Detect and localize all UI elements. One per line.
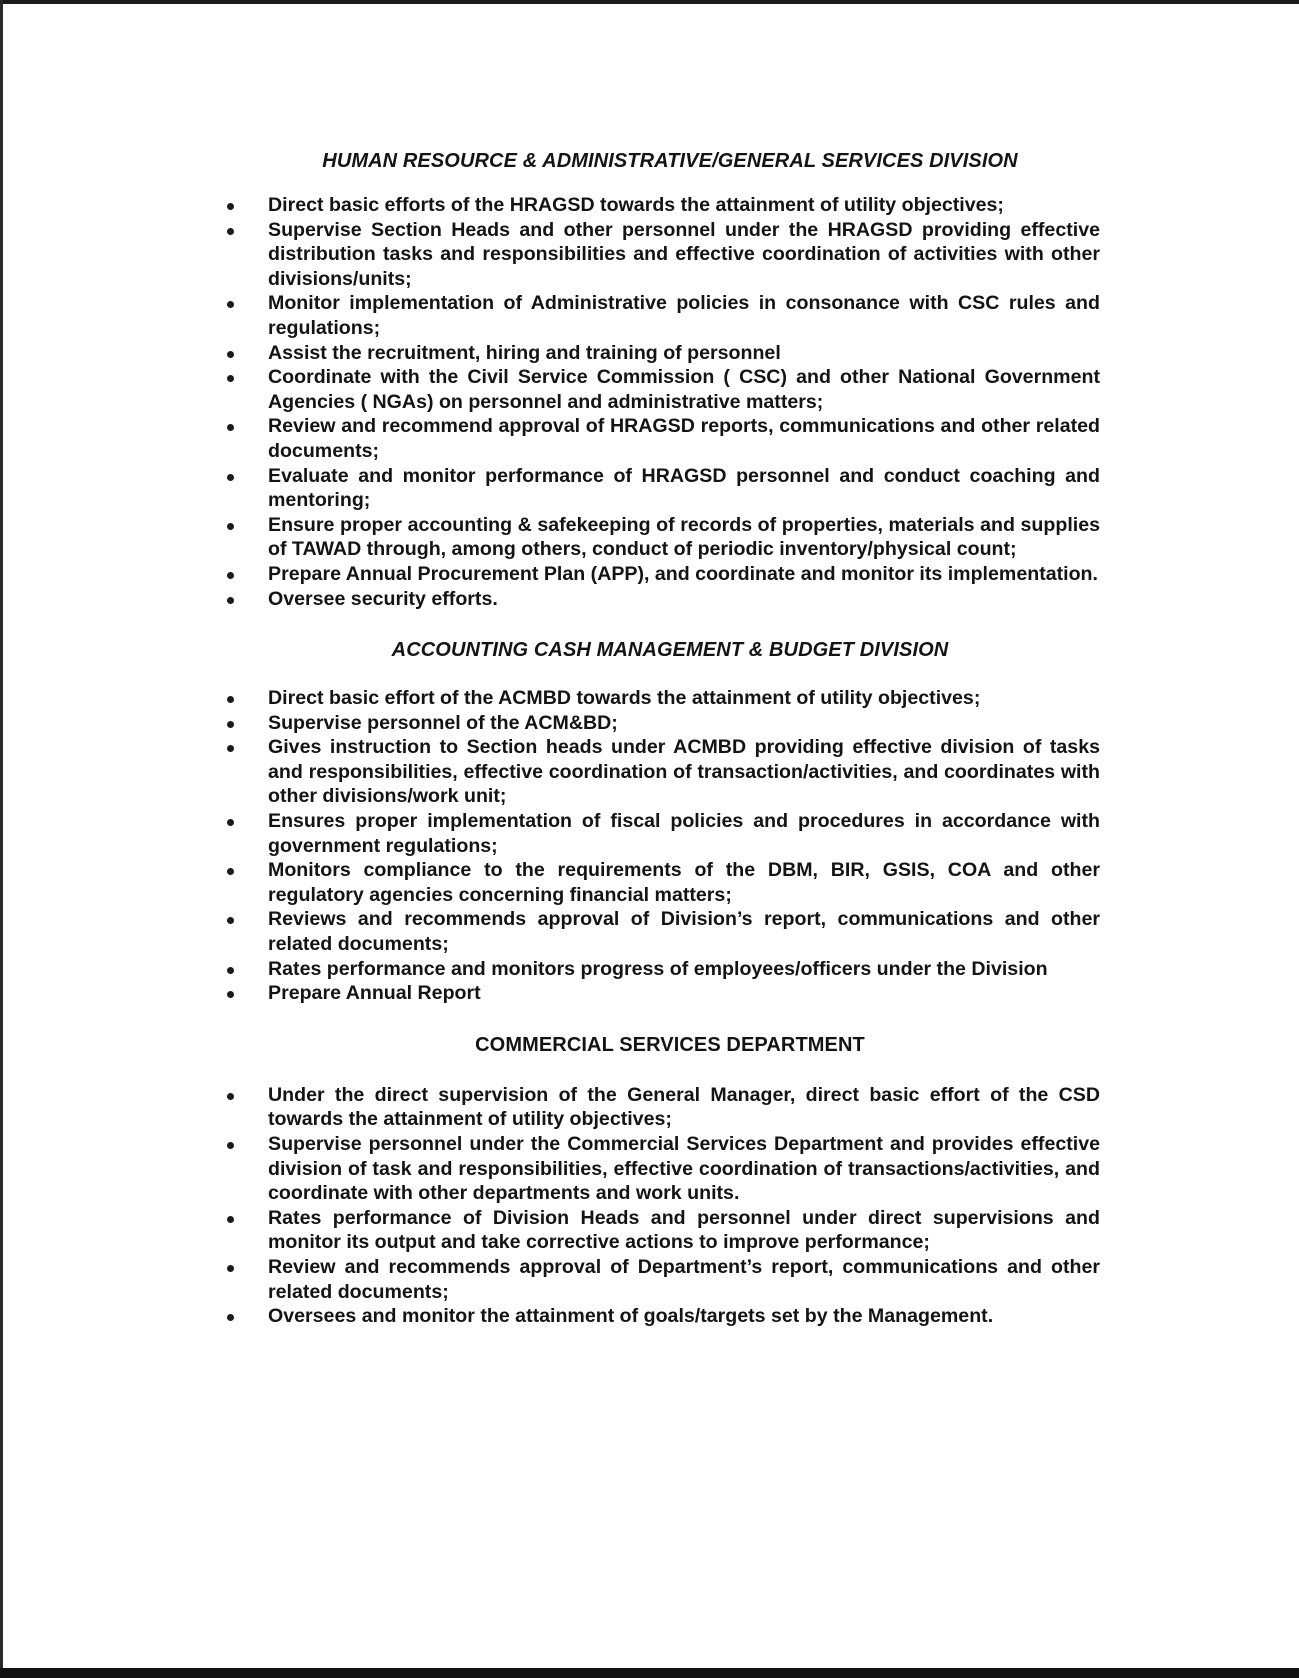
list-item-text: Supervise Section Heads and other personnel under the HRAGSD providing effective distribution tasks and responsibilities and effective coordination of activities with other divisions/units; [268,218,1100,290]
list-item [220,1083,1100,1132]
list-item-text: Monitor implementation of Administrative policies in consonance with CSC rules and regulations; [268,292,1100,339]
list-item-text: Assist the recruitment, hiring and training of personnel [268,341,781,364]
bullet-list [220,1083,1100,1329]
list-item-text: Gives instruction to Section heads under ACMBD providing effective division of tasks and responsibilities, effective coordination of transaction/activities, and coordinates with other divisions/work unit; [268,736,1100,808]
list-item-text: Supervise personnel of the ACM&BD; [268,711,618,734]
list-item [220,193,1100,218]
list-item-text: Direct basic efforts of the HRAGSD towards the attainment of utility objectives; [268,194,1004,216]
scan-edge-bottom [0,1668,1299,1678]
list-item-text: Rates performance of Division Heads and personnel under direct supervisions and monitor its output and take corrective actions to improve performance; [268,1206,1100,1254]
section-heading: HUMAN RESOURCE & ADMINISTRATIVE/GENERAL SERVICES DIVISION [322,150,1018,172]
list-item [220,218,1100,292]
list-item [220,291,1100,340]
document-page [220,150,1100,1329]
list-item [220,341,1100,366]
list-item-text: Prepare Annual Report [268,982,481,1005]
list-item [220,464,1100,513]
list-item-text: Evaluate and monitor performance of HRAGSD personnel and conduct coaching and mentoring; [268,464,1100,512]
list-item [220,907,1100,956]
bullet-icon [227,203,234,210]
bullet-icon [227,1314,234,1321]
list-item-text: Supervise personnel under the Commercial Services Department and provides effective division of task and responsibilities, effective coordination of transactions/activities, and coordinate with other departments and work units. [268,1133,1100,1205]
bullet-icon [227,1265,234,1272]
list-item-text: Monitors compliance to the requirements of the DBM, BIR, GSIS, COA and other regulatory agencies concerning financial matters; [268,859,1100,906]
bullet-icon [227,228,234,235]
bullet-icon [227,917,234,924]
bullet-icon [227,597,234,604]
bullet-icon [227,572,234,579]
list-item [220,365,1100,414]
section-heading: COMMERCIAL SERVICES DEPARTMENT [475,1033,865,1056]
list-item [220,957,1100,982]
bullet-icon [227,1142,234,1149]
bullet-icon [227,424,234,431]
list-item [220,981,1100,1006]
list-item [220,513,1100,562]
section-heading: ACCOUNTING CASH MANAGEMENT & BUDGET DIVISION [391,639,949,662]
bullet-icon [227,721,234,728]
section-acmbd [220,639,1100,1006]
bullet-icon [227,351,234,358]
bullet-icon [227,1093,234,1100]
section-csd [220,1034,1100,1329]
list-item [220,1132,1100,1206]
list-item [220,587,1100,612]
bullet-icon [227,745,234,752]
list-item [220,1206,1100,1255]
list-item [220,686,1100,711]
bullet-icon [227,696,234,703]
bullet-list [220,193,1100,611]
bullet-icon [227,474,234,481]
list-item [220,809,1100,858]
list-item-text: Oversee security efforts. [268,587,498,610]
list-item-text: Ensures proper implementation of fiscal policies and procedures in accordance with government regulations; [268,810,1100,857]
list-item [220,735,1100,809]
bullet-icon [227,523,234,530]
bullet-icon [227,868,234,875]
bullet-icon [227,991,234,998]
bullet-icon [227,819,234,826]
list-item-text: Prepare Annual Procurement Plan (APP), and coordinate and monitor its implementation. [268,562,1098,585]
scan-edge-left [0,0,3,1678]
list-item [220,562,1100,587]
bullet-list [220,686,1100,1006]
bullet-icon [227,1216,234,1223]
list-item-text: Rates performance and monitors progress of employees/officers under the Division [268,957,1048,980]
list-item-text: Review and recommend approval of HRAGSD reports, communications and other related documents; [268,415,1100,462]
list-item-text: Ensure proper accounting & safekeeping of records of properties, materials and supplies of TAWAD through, among others, conduct of periodic inventory/physical count; [268,513,1100,561]
list-item-text: Coordinate with the Civil Service Commission ( CSC) and other National Government Agencies ( NGAs) on personnel and administrative matters; [268,366,1100,413]
list-item-text: Oversees and monitor the attainment of goals/targets set by the Management. [268,1305,994,1328]
list-item [220,414,1100,463]
list-item-text: Under the direct supervision of the General Manager, direct basic effort of the CSD towards the attainment of utility objectives; [268,1083,1100,1131]
list-item-text: Review and recommends approval of Department’s report, communications and other related documents; [268,1255,1100,1303]
list-item-text: Direct basic effort of the ACMBD towards the attainment of utility objectives; [268,687,981,710]
list-item [220,711,1100,736]
bullet-icon [227,375,234,382]
list-item [220,1255,1100,1304]
bullet-icon [227,301,234,308]
list-item-text: Reviews and recommends approval of Division’s report, communications and other related documents; [268,908,1100,956]
bullet-icon [227,967,234,974]
list-item [220,858,1100,907]
list-item [220,1304,1100,1329]
section-hragsd [220,150,1100,611]
scan-edge-top [0,0,1299,4]
